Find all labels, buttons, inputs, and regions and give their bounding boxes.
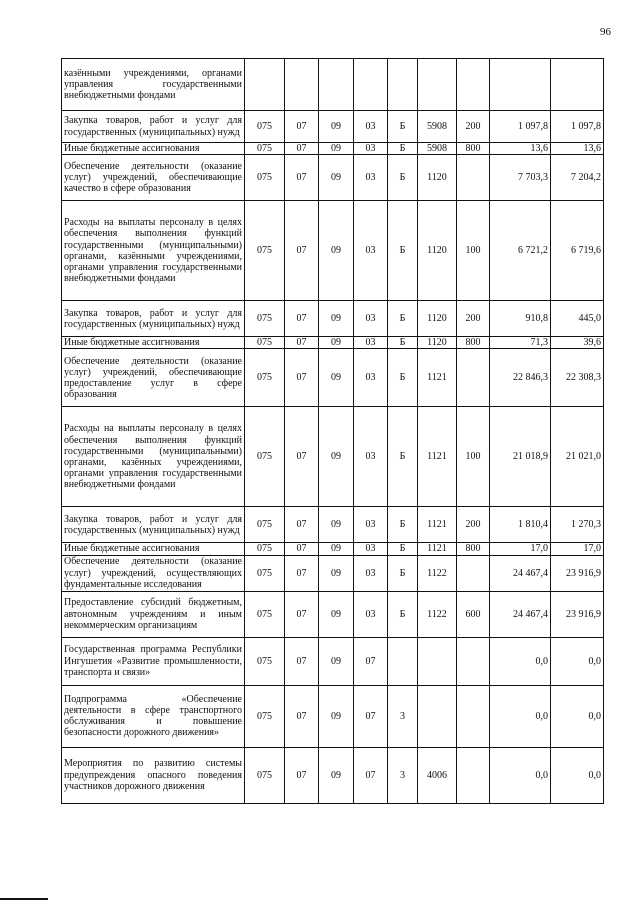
sum-executed: 0,0: [551, 685, 604, 747]
code-subprogram: Б: [388, 407, 418, 507]
code-section: 07: [285, 349, 319, 407]
row-name: Обеспечение деятельности (оказание услуг) учреждений, обеспечивающие предоставление услуг в сфере образования: [62, 349, 245, 407]
code-admin: 075: [245, 591, 285, 637]
code-subsection: 09: [319, 747, 354, 803]
code-subsection: 09: [319, 337, 354, 349]
code-expense-type: 800: [457, 543, 490, 555]
row-name: Предоставление субсидий бюджетным, автономным учреждениям и иным некоммерческим организациям: [62, 591, 245, 637]
code-expense-type: [457, 637, 490, 685]
code-expense-type: 100: [457, 407, 490, 507]
code-direction: 1120: [418, 337, 457, 349]
code-admin: 075: [245, 543, 285, 555]
sum-executed: 22 308,3: [551, 349, 604, 407]
code-section: 07: [285, 143, 319, 155]
code-program: [354, 59, 388, 111]
sum-planned: 1 097,8: [490, 111, 551, 143]
table-row: [62, 59, 604, 111]
sum-executed: 445,0: [551, 301, 604, 337]
code-direction: 1120: [418, 155, 457, 201]
code-program: 03: [354, 201, 388, 301]
footer-line: [0, 898, 48, 900]
code-direction: 5908: [418, 111, 457, 143]
code-section: 07: [285, 301, 319, 337]
table-row: [62, 747, 604, 803]
table-row: [62, 201, 604, 301]
table-row: [62, 407, 604, 507]
sum-executed: 1 097,8: [551, 111, 604, 143]
code-direction: 5908: [418, 143, 457, 155]
code-section: 07: [285, 111, 319, 143]
table-row: [62, 301, 604, 337]
row-name: Расходы на выплаты персоналу в целях обеспечения выполнения функций государственными (муниципальными) органами, казёнными учреждениями, органами управления государственными внебюджетными фондами: [62, 201, 245, 301]
table-row: [62, 685, 604, 747]
sum-executed: 17,0: [551, 543, 604, 555]
code-direction: 1121: [418, 507, 457, 543]
sum-planned: 910,8: [490, 301, 551, 337]
code-expense-type: [457, 155, 490, 201]
code-program: 03: [354, 407, 388, 507]
code-expense-type: 800: [457, 337, 490, 349]
sum-executed: 23 916,9: [551, 555, 604, 591]
code-subprogram: Б: [388, 201, 418, 301]
code-subprogram: Б: [388, 301, 418, 337]
sum-executed: 0,0: [551, 747, 604, 803]
code-admin: 075: [245, 337, 285, 349]
code-admin: 075: [245, 155, 285, 201]
row-name: казёнными учреждениями, органами управления государственными внебюджетными фондами: [62, 59, 245, 111]
row-name: Иные бюджетные ассигнования: [62, 143, 245, 155]
code-subsection: 09: [319, 143, 354, 155]
code-section: [285, 59, 319, 111]
code-subprogram: Б: [388, 155, 418, 201]
row-name: Закупка товаров, работ и услуг для государственных (муниципальных) нужд: [62, 111, 245, 143]
sum-executed: 23 916,9: [551, 591, 604, 637]
code-subsection: 09: [319, 201, 354, 301]
sum-executed: 21 021,0: [551, 407, 604, 507]
code-admin: [245, 59, 285, 111]
code-program: 03: [354, 543, 388, 555]
row-name: Иные бюджетные ассигнования: [62, 543, 245, 555]
code-direction: 1120: [418, 201, 457, 301]
code-section: 07: [285, 637, 319, 685]
sum-executed: 1 270,3: [551, 507, 604, 543]
code-direction: 1121: [418, 349, 457, 407]
code-admin: 075: [245, 555, 285, 591]
sum-planned: 21 018,9: [490, 407, 551, 507]
row-name: Расходы на выплаты персоналу в целях обеспечения выполнения функций государственными (муниципальными) органами, казённых учреждениями, органами управления государственными внебюджетными фондами: [62, 407, 245, 507]
code-subprogram: Б: [388, 591, 418, 637]
code-expense-type: [457, 349, 490, 407]
code-admin: 075: [245, 507, 285, 543]
sum-executed: 13,6: [551, 143, 604, 155]
table-row: [62, 349, 604, 407]
code-expense-type: [457, 555, 490, 591]
code-section: 07: [285, 543, 319, 555]
sum-planned: [490, 59, 551, 111]
row-name: Обеспечение деятельности (оказание услуг) учреждений, осуществляющих фундаментальные исследования: [62, 555, 245, 591]
code-subprogram: Б: [388, 543, 418, 555]
table-row: [62, 155, 604, 201]
code-section: 07: [285, 507, 319, 543]
code-subsection: [319, 59, 354, 111]
code-section: 07: [285, 685, 319, 747]
code-subsection: 09: [319, 685, 354, 747]
table-row: [62, 507, 604, 543]
code-program: 03: [354, 301, 388, 337]
code-program: 03: [354, 143, 388, 155]
code-subsection: 09: [319, 155, 354, 201]
code-admin: 075: [245, 637, 285, 685]
code-expense-type: 200: [457, 301, 490, 337]
code-subprogram: 3: [388, 747, 418, 803]
code-subsection: 09: [319, 407, 354, 507]
code-expense-type: [457, 747, 490, 803]
code-program: 03: [354, 507, 388, 543]
table-row: [62, 555, 604, 591]
code-direction: [418, 59, 457, 111]
code-subprogram: Б: [388, 349, 418, 407]
row-name: Иные бюджетные ассигнования: [62, 337, 245, 349]
table-row: [62, 143, 604, 155]
sum-planned: 6 721,2: [490, 201, 551, 301]
code-admin: 075: [245, 201, 285, 301]
code-subprogram: 3: [388, 685, 418, 747]
code-direction: [418, 637, 457, 685]
code-subprogram: [388, 59, 418, 111]
code-section: 07: [285, 591, 319, 637]
table-row: [62, 111, 604, 143]
code-direction: 1120: [418, 301, 457, 337]
code-expense-type: [457, 685, 490, 747]
row-name: Государственная программа Республики Ингушетия «Развитие промышленности, транспорта и связи»: [62, 637, 245, 685]
code-subsection: 09: [319, 301, 354, 337]
row-name: Закупка товаров, работ и услуг для государственных (муниципальных) нужд: [62, 507, 245, 543]
sum-planned: 24 467,4: [490, 591, 551, 637]
code-admin: 075: [245, 407, 285, 507]
code-subsection: 09: [319, 555, 354, 591]
code-subsection: 09: [319, 637, 354, 685]
code-direction: 1122: [418, 591, 457, 637]
code-program: 07: [354, 747, 388, 803]
code-section: 07: [285, 555, 319, 591]
sum-planned: 22 846,3: [490, 349, 551, 407]
sum-planned: 7 703,3: [490, 155, 551, 201]
code-subsection: 09: [319, 591, 354, 637]
code-subprogram: Б: [388, 337, 418, 349]
code-direction: 4006: [418, 747, 457, 803]
code-subsection: 09: [319, 111, 354, 143]
code-admin: 075: [245, 349, 285, 407]
code-admin: 075: [245, 111, 285, 143]
code-program: 03: [354, 555, 388, 591]
table-body: [62, 59, 604, 804]
code-direction: 1122: [418, 555, 457, 591]
code-admin: 075: [245, 143, 285, 155]
code-section: 07: [285, 407, 319, 507]
code-subsection: 09: [319, 507, 354, 543]
code-subprogram: [388, 637, 418, 685]
sum-executed: 6 719,6: [551, 201, 604, 301]
code-program: 07: [354, 685, 388, 747]
sum-planned: 17,0: [490, 543, 551, 555]
code-section: 07: [285, 155, 319, 201]
code-admin: 075: [245, 747, 285, 803]
code-expense-type: 200: [457, 111, 490, 143]
code-expense-type: 600: [457, 591, 490, 637]
row-name: Обеспечение деятельности (оказание услуг) учреждений, обеспечивающие качество в сфере образования: [62, 155, 245, 201]
code-section: 07: [285, 337, 319, 349]
code-subprogram: Б: [388, 111, 418, 143]
sum-executed: 39,6: [551, 337, 604, 349]
sum-planned: 0,0: [490, 637, 551, 685]
sum-executed: 7 204,2: [551, 155, 604, 201]
sum-planned: 0,0: [490, 685, 551, 747]
code-expense-type: 200: [457, 507, 490, 543]
code-direction: [418, 685, 457, 747]
code-subsection: 09: [319, 349, 354, 407]
code-program: 03: [354, 111, 388, 143]
sum-executed: 0,0: [551, 637, 604, 685]
row-name: Закупка товаров, работ и услуг для государственных (муниципальных) нужд: [62, 301, 245, 337]
code-subprogram: Б: [388, 507, 418, 543]
code-subprogram: Б: [388, 555, 418, 591]
page-number: 96: [600, 26, 611, 38]
code-direction: 1121: [418, 407, 457, 507]
row-name: Мероприятия по развитию системы предупреждения опасного поведения участников дорожного движения: [62, 747, 245, 803]
code-expense-type: 100: [457, 201, 490, 301]
sum-planned: 0,0: [490, 747, 551, 803]
sum-planned: 24 467,4: [490, 555, 551, 591]
code-program: 03: [354, 591, 388, 637]
code-admin: 075: [245, 685, 285, 747]
table-row: [62, 637, 604, 685]
code-expense-type: [457, 59, 490, 111]
table-row: [62, 337, 604, 349]
code-program: 03: [354, 155, 388, 201]
sum-planned: 1 810,4: [490, 507, 551, 543]
code-admin: 075: [245, 301, 285, 337]
code-section: 07: [285, 201, 319, 301]
code-direction: 1121: [418, 543, 457, 555]
code-program: 03: [354, 349, 388, 407]
code-subprogram: Б: [388, 143, 418, 155]
code-subsection: 09: [319, 543, 354, 555]
table-row: [62, 591, 604, 637]
table-row: [62, 543, 604, 555]
code-expense-type: 800: [457, 143, 490, 155]
code-program: 07: [354, 637, 388, 685]
row-name: Подпрограмма «Обеспечение деятельности в сфере транспортного обслуживания и повышение безопасности дорожного движения»: [62, 685, 245, 747]
sum-planned: 71,3: [490, 337, 551, 349]
sum-planned: 13,6: [490, 143, 551, 155]
code-program: 03: [354, 337, 388, 349]
sum-executed: [551, 59, 604, 111]
budget-table: [61, 58, 604, 804]
code-section: 07: [285, 747, 319, 803]
